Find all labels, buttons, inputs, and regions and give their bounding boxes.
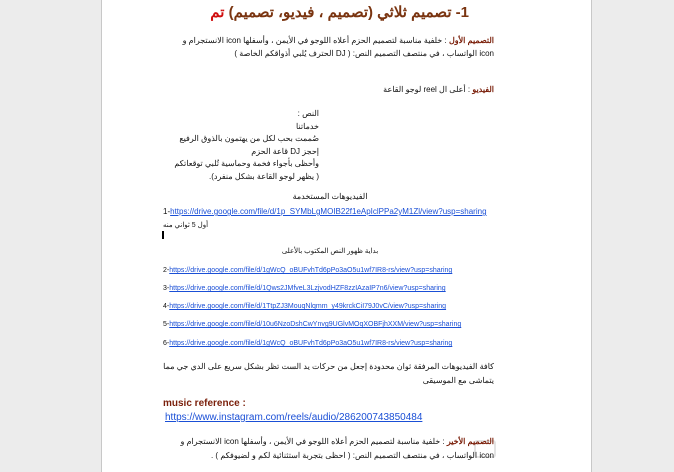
title-done: تم bbox=[210, 4, 225, 21]
text-cursor bbox=[162, 231, 164, 239]
link-row-2 bbox=[163, 265, 452, 277]
design1-text1: : خلفية مناسبة لتصميم الحزم أعلاه اللوجو في الأيمن ، وأسفلها icon الانستجرام و bbox=[182, 36, 447, 45]
video-label: الفيديو bbox=[472, 85, 494, 94]
text-line: النص : bbox=[297, 109, 319, 118]
link-row-6 bbox=[163, 338, 452, 350]
text-line: وأحظى بأجواء فخمة وحماسية تُلبي توقعاتكم bbox=[174, 159, 319, 168]
design-last-label: التصميم الأخير bbox=[446, 437, 494, 446]
section-title bbox=[210, 4, 469, 22]
drive-link-2[interactable]: https://drive.google.com/file/d/1gWcQ_oBUFvhTd6pPo3aO5u1wf7IR8-rs/view?usp=sharing bbox=[169, 267, 453, 274]
instagram-link[interactable]: https://www.instagram.com/reels/audio/286200743850484 bbox=[165, 412, 423, 423]
video-line bbox=[383, 84, 494, 96]
design1-label: التصميم الأول bbox=[448, 36, 494, 45]
videos-heading: الفيديوهات المستخدمة bbox=[292, 192, 368, 201]
note-line2: يتماشى مع الموسيقى bbox=[422, 376, 494, 385]
text-line: خدماتنا bbox=[296, 121, 319, 131]
text-line: صُممت بحب لكل من يهتمون بالذوق الرفيع bbox=[179, 134, 319, 143]
text-line: إحجز DJ قاعة الحزم bbox=[251, 146, 319, 156]
link-row-5 bbox=[163, 319, 461, 331]
drive-link-6[interactable]: https://drive.google.com/file/d/1gWcQ_oBUFvhTd6pPo3aO5u1wf7IR8-rs/view?usp=sharing bbox=[169, 340, 453, 347]
title-text: 1- تصميم ثلاثي (تصميم ، فيديو، تصميم) bbox=[228, 4, 469, 21]
link-row-1 bbox=[163, 206, 487, 218]
drive-link-4[interactable]: https://drive.google.com/file/d/1TtpZJ3MouqNlqmm_y49krckCiI79J0vC/view?usp=sharing bbox=[169, 303, 447, 310]
drive-link-5[interactable]: https://drive.google.com/file/d/10u6NzoDshCwYnvg9UGlvMOqXOBFjhXXM/view?usp=sharing bbox=[169, 321, 462, 328]
link1-note: أول 5 ثواني منه bbox=[163, 222, 209, 229]
video-text: : أعلى ال reel لوجو القاعة bbox=[383, 85, 471, 94]
design-last-line2: icon الواتساب ، في منتصف التصميم النص: ( احظى بتجربة استثنائية لكم و لضيوفكم ) . bbox=[210, 451, 494, 460]
text-start-heading: بداية ظهور النص المكتوب بالأعلى bbox=[281, 248, 379, 255]
text-line: ( يظهر لوجو القاعة بشكل منفرد). bbox=[209, 171, 319, 181]
drive-link-1[interactable]: https://drive.google.com/file/d/1p_SYMbLgMOIB22f1eApIclPPa2yM1Zl/view?usp=sharing bbox=[170, 207, 487, 216]
music-row bbox=[165, 411, 422, 424]
link-row-4 bbox=[163, 301, 446, 313]
link-number: 3- bbox=[163, 285, 170, 292]
link-number: 2- bbox=[163, 267, 170, 274]
link-number: 4- bbox=[163, 303, 170, 310]
design1-line1 bbox=[183, 35, 494, 47]
drive-link-3[interactable]: https://drive.google.com/file/d/1Qws2JMfveL3LzjvodHZF8zzIAzaIP7n6/view?usp=sharing bbox=[169, 285, 446, 292]
design1-line2: icon الواتساب ، في منتصف التصميم النص: ( DJ الحترف يُلبي أذواقكم الخاصة ) bbox=[234, 49, 494, 58]
link-number: 5- bbox=[163, 321, 170, 328]
music-reference-label: music reference : bbox=[163, 398, 246, 409]
link-number: 1- bbox=[163, 207, 171, 216]
link-number: 6- bbox=[163, 340, 170, 347]
design-last-line1 bbox=[181, 436, 495, 448]
note-line1: كافة الفيديوهات المرفقة ثوان محدودة إجعل من حركات يد الست تظر بشكل سريع على الدي جي مما bbox=[163, 362, 494, 371]
text-block bbox=[174, 108, 319, 183]
design-last-text1: : خلفية مناسبة لتصميم الحزم أعلاه اللوجو في الأيمن ، وأسفلها icon الانستجرام و bbox=[180, 437, 445, 446]
link-row-3 bbox=[163, 283, 446, 295]
